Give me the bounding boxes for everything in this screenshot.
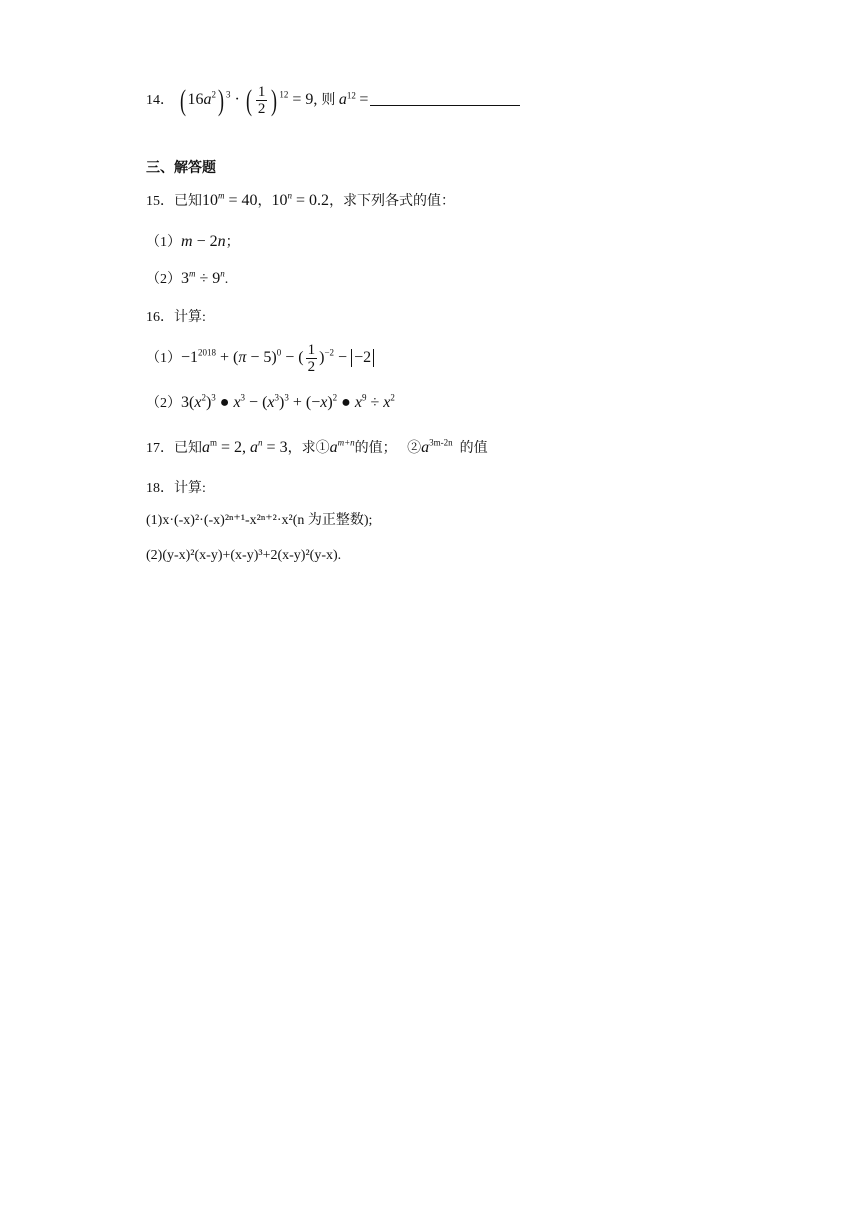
question-16-part-1: $(1)-1^{2018} + (\pi - 5)^0$ − ( $\frac{1}{2}$ )$^{-2}$ − −2 — [146, 340, 374, 377]
formula-a-m-plus-n: $a^{m+n}$ — [329, 437, 355, 456]
answer-blank[interactable] — [370, 105, 520, 106]
formula-a12: a — [338, 91, 347, 109]
question-15-part-2: $(2)3^m \div 9^n$. — [146, 268, 229, 287]
question-14: 14． ( $16a^2$) $^3$ · ( $\frac{1}{2}$ ) $^{12}$ = 9, 则 $a^{12}$ = — [146, 84, 520, 117]
formula-q16-1: $-1^{2018} + (\pi - 5)^0$ − ( $\frac{1}{2}$ )$^{-2}$ − −2 — [181, 349, 374, 366]
question-number: 15． — [146, 194, 174, 209]
formula-q17-given: $a^m = 2$, $a^n = 3$ — [202, 437, 288, 456]
formula-a-3m-minus-2n: $a^{3m-2n}$ — [421, 437, 453, 456]
question-number: 18． — [146, 481, 174, 496]
question-15-part-1: （1）m − 2n； — [146, 233, 240, 250]
question-16: 16．计算: — [146, 310, 206, 325]
formula-3m-div-9n: $3^m \div 9^n$ — [181, 268, 225, 287]
formula-q16-2: $3(x^2)^3$ ● $x^3 - (x^3)^3 + (-x)^2$ ● $x^9 \div x^2$ — [181, 392, 395, 411]
then-label: 则 — [321, 93, 336, 109]
question-18-part-1: (1)x·(-x)²·(-x)²ⁿ⁺¹-x²ⁿ⁺²·x²(n 为正整数); — [146, 513, 373, 528]
question-17: 17．已知$a^m = 2$, $a^n = 3$，求$①a^{m+n}$的值； $②a^{3m-2n}$ 的值 — [146, 437, 488, 456]
formula-m-minus-2n: m − 2n — [181, 233, 226, 250]
formula-q15-given: $10^m = 40$ — [202, 190, 258, 209]
question-number: 17． — [146, 441, 174, 456]
section-heading: 三、解答题 — [146, 160, 216, 176]
question-15: 15．已知$10^m = 40$，$10^n = 0.2$，求下列各式的值： — [146, 190, 456, 209]
question-number: 16． — [146, 310, 174, 325]
question-18-part-2: (2)(y-x)²(x-y)+(x-y)³+2(x-y)²(y-x). — [146, 548, 342, 563]
question-16-part-2: $(2)3(x^2)^3$ ● $x^3 - (x^3)^3 + (-x)^2$ ● $x^9 \div x^2$ — [146, 392, 395, 411]
question-number: 14． — [146, 93, 174, 109]
question-18: 18．计算: — [146, 481, 206, 496]
formula-q14: ( $16a^2$) $^3$ · ( $\frac{1}{2}$ ) $^{12}$ = 9, — [179, 83, 318, 117]
